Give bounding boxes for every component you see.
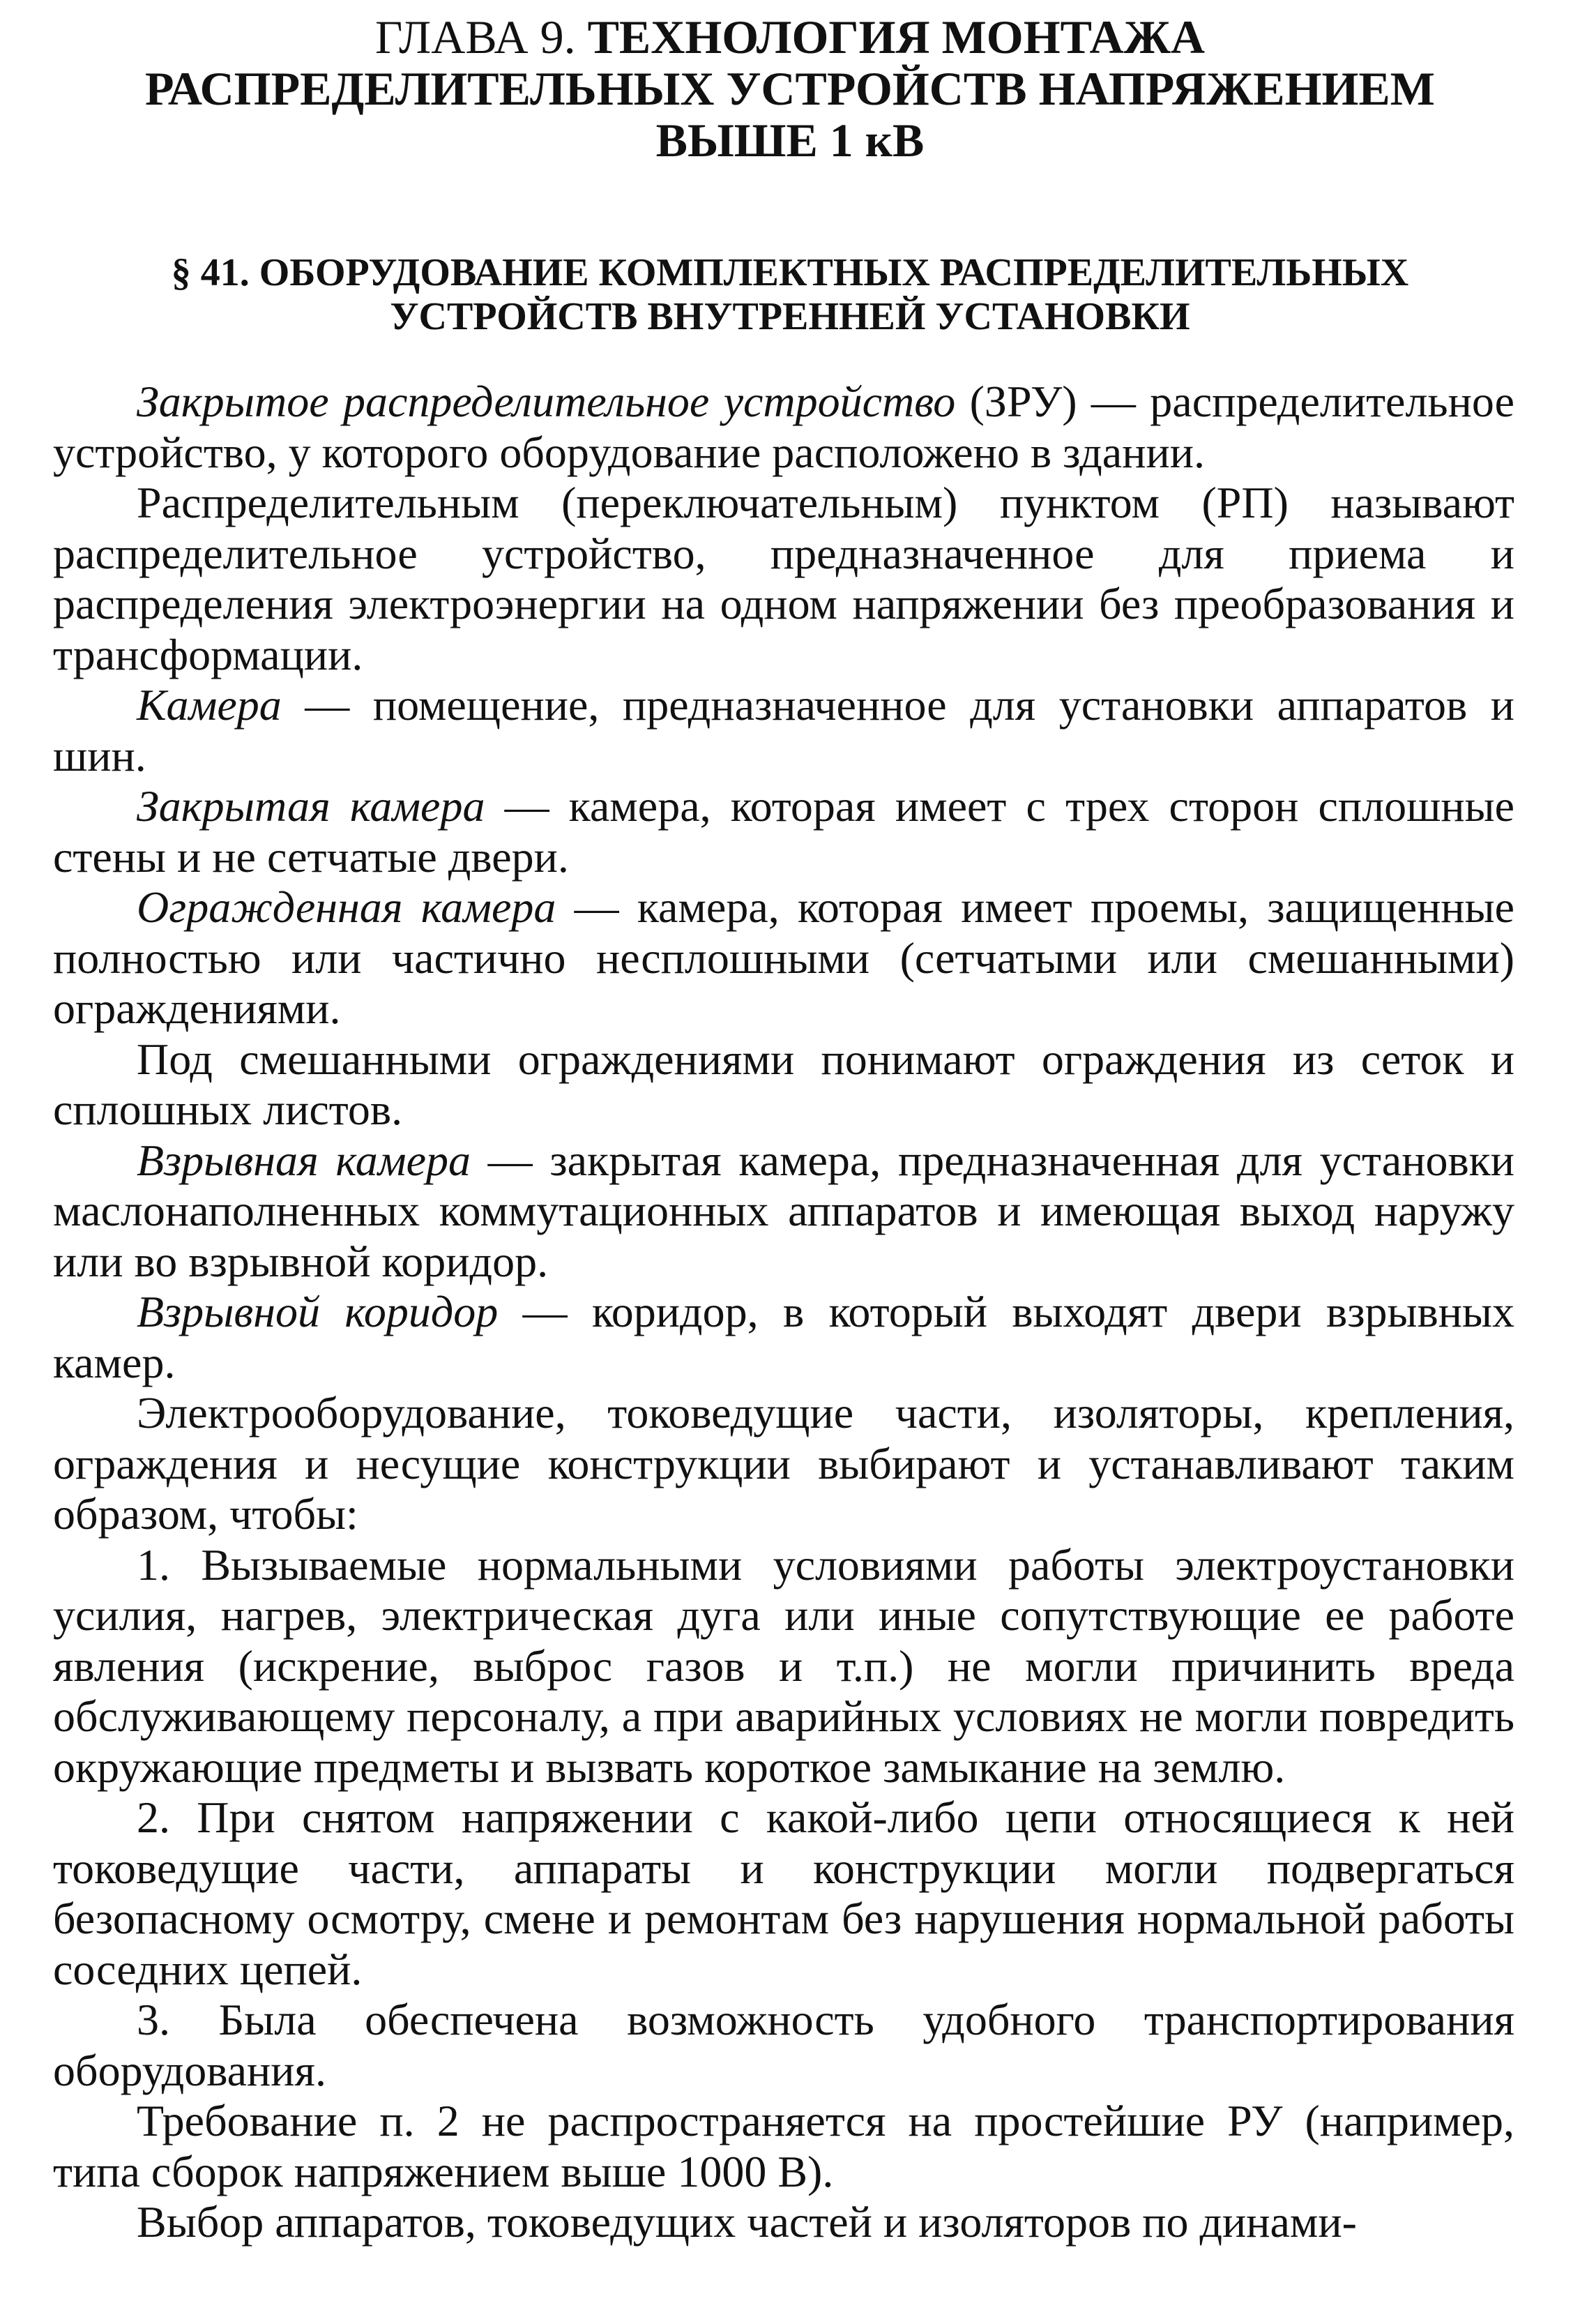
paragraph-text: (ЗРУ) — распределительное устройство, у которого оборудование расположено в здании. [53,377,1515,477]
paragraph-text: Выбор аппаратов, токоведущих частей и изоляторов по динами- [137,2197,1357,2247]
list-item [53,1793,1514,1995]
paragraph-text: — камера, которая имеет с трех сторон сплошные стены и не сетчатые двери. [53,781,1515,882]
paragraph-text: Требование п. 2 не распространяется на простейшие РУ (например, типа сборок напряжением выше 1000 В). [53,2096,1514,2196]
section-title [70,251,1510,339]
chapter-title-line-2: РАСПРЕДЕЛИТЕЛЬНЫХ УСТРОЙСТВ НАПРЯЖЕНИЕМ [145,62,1435,115]
section-title-line-2: УСТРОЙСТВ ВНУТРЕННЕЙ УСТАНОВКИ [390,295,1190,338]
paragraph [53,377,1514,478]
defined-term: Взрывной коридор [137,1287,499,1336]
list-item [53,1995,1514,2096]
chapter-title [70,11,1510,166]
paragraph-text: — закрытая камера, предназначенная для установки маслонаполненных коммутационных аппаратов и имеющая выход наружу или во взрывной коридор. [53,1135,1515,1286]
paragraph-text: — помещение, предназначенное для установки аппаратов и шин. [53,680,1514,780]
paragraph [53,2096,1514,2197]
defined-term: Взрывная камера [137,1135,471,1185]
defined-term: Закрытое распределительное устройство [137,377,956,426]
paragraph-text: Распределительным (переключательным) пунктом (РП) называют распределительное устройство, предназначенное для приема и распределения электроэнергии на одном напряжении без преобразования и трансформации. [53,478,1514,679]
paragraph-text: Под смешанными ограждениями понимают ограждения из сеток и сплошных листов. [53,1034,1514,1134]
paragraph [53,680,1514,781]
defined-term: Камера [137,680,282,730]
list-item [53,1540,1514,1793]
paragraph-text: 3. Была обеспечена возможность удобного транспортирования оборудования. [53,1995,1514,2095]
body-text [53,377,1514,2248]
paragraph-text: Электрооборудование, токоведущие части, изоляторы, крепления, ограждения и несущие конструкции выбирают и устанавливают таким образом, чтобы: [53,1388,1514,1539]
paragraph [53,478,1514,680]
defined-term: Закрытая камера [137,781,485,831]
paragraph-text: 2. При снятом напряжении с какой-либо цепи относящиеся к ней токоведущие части, аппараты и конструкции могли подвергаться безопасному осмотру, смене и ремонтам без нарушения нормальной работы соседних цепей. [53,1793,1514,1994]
defined-term: Огражденная камера [137,882,556,932]
paragraph [53,1287,1514,1388]
paragraph [53,781,1514,882]
paragraph [53,1388,1514,1540]
section-title-line-1: § 41. ОБОРУДОВАНИЕ КОМПЛЕКТНЫХ РАСПРЕДЕЛИТЕЛЬНЫХ [171,251,1409,294]
paragraph [53,882,1514,1034]
paragraph [53,1034,1514,1135]
chapter-title-line-1: ТЕХНОЛОГИЯ МОНТАЖА [587,10,1206,63]
paragraph-text: — коридор, в который выходят двери взрывных камер. [53,1287,1514,1387]
chapter-title-line-3: ВЫШЕ 1 кВ [655,114,925,167]
chapter-label: ГЛАВА 9. [374,10,576,63]
paragraph [53,2197,1514,2248]
paragraph [53,1135,1514,1288]
paragraph-text: 1. Вызываемые нормальными условиями работы электроустановки усилия, нагрев, электрическая дуга или иные сопутствующие ее работе явления (искрение, выброс газов и т.п.) не могли причинить вреда обслуживающему персоналу, а при аварийных условиях не могли повредить окружающие предметы и вызвать короткое замыкание на землю. [53,1539,1514,1792]
paragraph-text: — камера, которая имеет проемы, защищенные полностью или частично несплошными (сетчатыми или смешанными) ограждениями. [53,882,1515,1033]
